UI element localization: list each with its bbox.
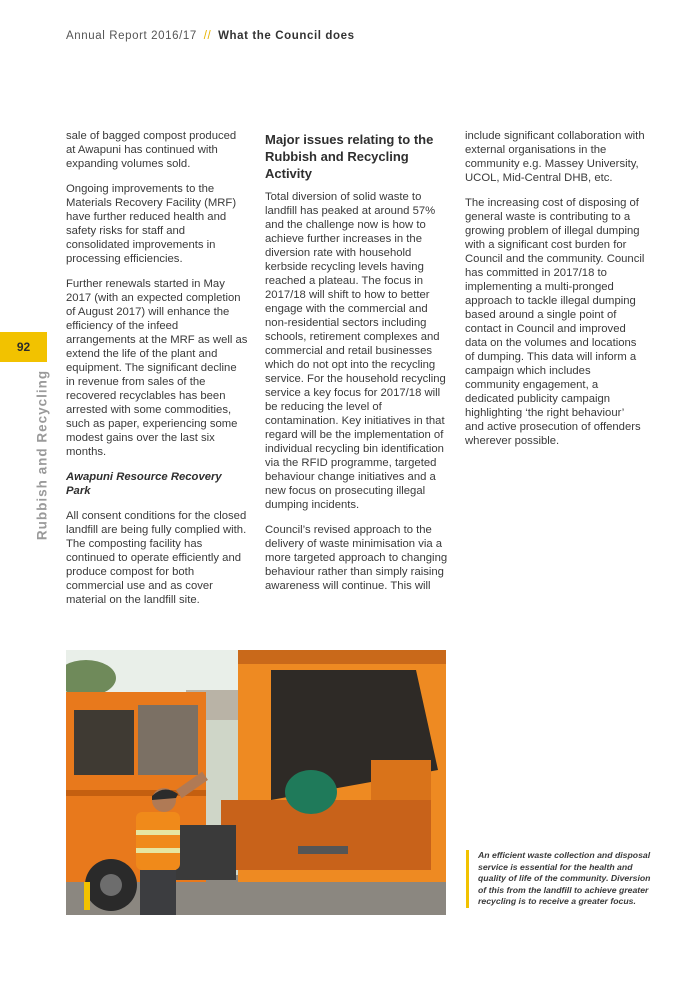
paragraph: All consent conditions for the closed landfill are being fully complied with. The composting facility has continued to operate efficiently and produce compost for both commercial use and as cover material on the landfill site. bbox=[66, 510, 247, 606]
section-side-label: Rubbish and Recycling bbox=[34, 369, 50, 541]
paragraph: Council’s revised approach to the delivery of waste minimisation via a more targeted approach to changing behaviour rather than simply raising awareness will continue. This will bbox=[265, 524, 448, 592]
paragraph: Further renewals started in May 2017 (with an expected completion of August 2017) will enhance the efficiency of the infeed arrangements at the MRF as well as extend the life of the plant and equipment. The significant decline in revenue from sales of the recovered recyclables has been arrested with some commodities, such as paper, experiencing some modest gains over the last six months. bbox=[66, 278, 248, 458]
section-heading: Major issues relating to the Rubbish and Recycling Activity bbox=[265, 132, 434, 181]
section-title: What the Council does bbox=[218, 30, 355, 42]
recycling-truck-photo bbox=[66, 650, 446, 915]
paragraph: The increasing cost of disposing of general waste is contributing to a growing problem of illegal dumping with a significant cost burden for Council and the community. Council has committed in 2017/18 to implementing a multi-pronged approach to tackle illegal dumping based around a single point of contact in Council and improved data on the volumes and locations of dumping. This data will inform a campaign which includes community engagement, a dedicated publicity campaign highlighting ‘the right behaviour’ and active prosecution of offenders wherever possible. bbox=[465, 197, 645, 447]
header-separator: // bbox=[203, 30, 212, 42]
page-number: 92 bbox=[16, 340, 31, 354]
column-left bbox=[66, 129, 248, 618]
photo-caption: An efficient waste collection and disposal service is essential for the health and quality of life of the community. Diversion of this from the landfill to achieve greater recycling is to receive a greater focus. bbox=[466, 850, 656, 908]
column-right bbox=[465, 129, 645, 459]
paragraph: sale of bagged compost produced at Awapuni has continued with expanding volumes sold. bbox=[66, 130, 237, 170]
column-middle bbox=[265, 129, 449, 604]
paragraph: Total diversion of solid waste to landfill has peaked at around 57% and the challenge now is how to achieve further increases in the diversion rate with household kerbside recycling levels having reached a plateau. The focus in 2017/18 will shift to how to better engage with the commercial and non-residential sectors including schools, retirement complexes and commercial and retail businesses which do not opt into the recycling service. For the household recycling service a key focus for 2017/18 will be reducing the level of contamination. Key initiatives in that regard will be the implementation of individual recycling bin identification via the RFID programme, targeted behaviour change initiatives and a new focus on prosecuting illegal dumping incidents. bbox=[265, 191, 446, 511]
report-title: Annual Report 2016/17 bbox=[66, 30, 197, 42]
paragraph: Ongoing improvements to the Materials Recovery Facility (MRF) have further reduced health and safety risks for staff and consolidated improvements in processing efficiencies. bbox=[66, 183, 237, 265]
running-header bbox=[66, 30, 355, 42]
paragraph: include significant collaboration with external organisations in the community e.g. Massey University, UCOL, Mid-Central DHB, etc. bbox=[465, 130, 645, 184]
subheading: Awapuni Resource Recovery Park bbox=[66, 471, 222, 497]
page-number-tab bbox=[0, 332, 47, 362]
